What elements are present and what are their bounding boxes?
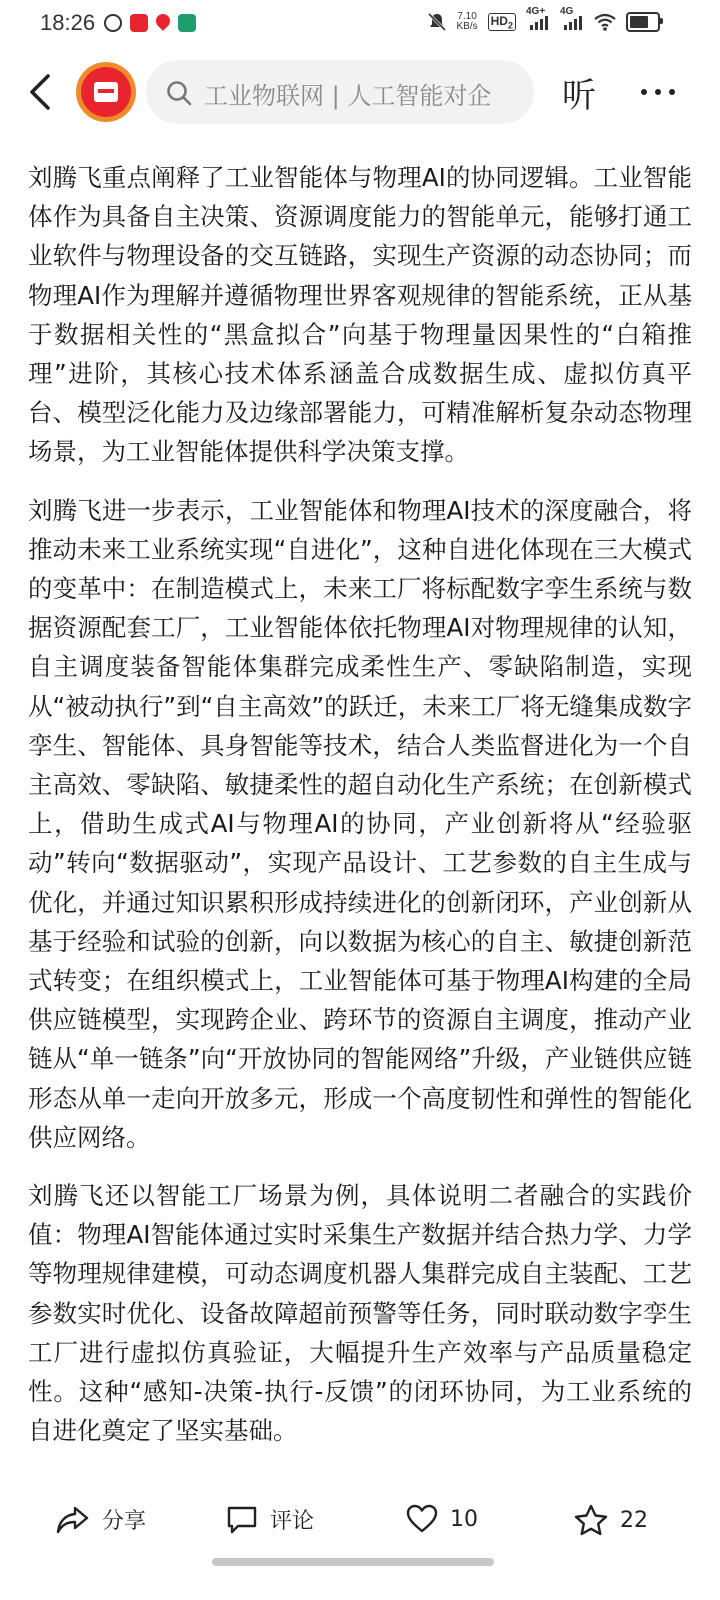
signal-icon-1 bbox=[526, 6, 550, 30]
listen-button[interactable]: 听 bbox=[562, 76, 596, 116]
bottom-action-bar bbox=[0, 1488, 720, 1568]
more-button[interactable] bbox=[638, 78, 678, 106]
more-dots-icon bbox=[638, 78, 678, 106]
signal-2-label: 4G bbox=[560, 6, 574, 17]
status-time: 18:26 bbox=[40, 10, 96, 35]
article-paragraph-3: 刘腾飞还以智能工厂场景为例，具体说明二者融合的实践价值：物理AI智能体通过实时采集生产数据并结合热力学、力学等物理规律建模，可动态调度机器人集群完成自主装配、工艺参数实时优化、设备故障超前预警等任务，同时联动数字孪生工厂进行虚拟仿真验证，大幅提升生产效率与产品质量稳定性。这种“感知-决策-执行-反馈”的闭环协同，为工业系统的自进化奠定了坚实基础。 bbox=[28, 1181, 692, 1446]
search-input[interactable] bbox=[146, 60, 534, 124]
hd-badge bbox=[488, 13, 516, 31]
status-system-icons bbox=[427, 6, 660, 32]
status-bar bbox=[0, 0, 720, 48]
article-header bbox=[0, 56, 720, 128]
status-notification-icons bbox=[104, 14, 196, 32]
toutiao-notification-icon bbox=[130, 14, 148, 32]
article-paragraph-1: 刘腾飞重点阐释了工业智能体与物理AI的协同逻辑。工业智能体作为具备自主决策、资源调度能力的智能单元，能够打通工业软件与物理设备的交互链路，实现生产资源的动态协同；而物理AI作为理解并遵循物理世界客观规律的智能系统，正从基于数据相关性的“黑盒拟合”向基于物理量因果性的“白箱推理”进阶，其核心技术体系涵盖合成数据生成、虚拟仿真平台、模型泛化能力及边缘部署能力，可精准解析复杂动态物理场景，为工业智能体提供科学决策支撑。 bbox=[28, 163, 692, 467]
battery-fill bbox=[630, 16, 648, 28]
battery-icon bbox=[626, 12, 660, 32]
favorite-button[interactable] bbox=[574, 1504, 648, 1536]
signal-1-label: 4G+ bbox=[526, 6, 546, 17]
hd-label: HD bbox=[490, 13, 508, 28]
article-body bbox=[28, 158, 692, 1486]
bank-notification-icon bbox=[178, 14, 196, 32]
publisher-logo-icon bbox=[81, 67, 131, 117]
wifi-icon bbox=[594, 13, 616, 31]
search-text: 工业物联网 | 人工智能对企 bbox=[204, 82, 492, 110]
mute-bell-icon bbox=[427, 12, 447, 32]
article-paragraph-2: 刘腾飞进一步表示，工业智能体和物理AI技术的深度融合，将推动未来工业系统实现“自进化”，这种自进化体现在三大模式的变革中：在制造模式上，未来工厂将标配数字孪生系统与数据资源配套工厂，工业智能体依托物理AI对物理规律的认知，自主调度装备智能体集群完成柔性生产、零缺陷制造，实现从“被动执行”到“自主高效”的跃迁，未来工厂将无缝集成数字孪生、智能体、具身智能等技术，结合人类监督进化为一个自主高效、零缺陷、敏捷柔性的超自动化生产系统；在创新模式上，借助生成式AI与物理AI的协同，产业创新将从“经验驱动”转向“数据驱动”，实现产品设计、工艺参数的自主生成与优化，并通过知识累积形成持续进化的创新闭环，产业创新从基于经验和试验的创新，向以数据为核心的自主、敏捷创新范式转变；在组织模式上，工业智能体可基于物理AI构建的全局供应链模型，实现跨企业、跨环节的资源自主调度，推动产业链从“单一链条”向“开放协同的智能网络”升级，产业链供应链形态从单一走向开放多元，形成一个高度韧性和弹性的智能化供应网络。 bbox=[28, 495, 692, 1152]
net-speed-unit: KB/s bbox=[456, 21, 478, 32]
hd-sub: 2 bbox=[507, 20, 513, 31]
signal-icon-2 bbox=[560, 6, 584, 30]
share-button[interactable] bbox=[56, 1504, 146, 1535]
back-button[interactable] bbox=[22, 70, 62, 114]
heart-icon bbox=[406, 1504, 438, 1534]
star-icon bbox=[574, 1504, 608, 1536]
home-indicator[interactable] bbox=[212, 1558, 494, 1566]
comment-label: 评论 bbox=[270, 1509, 315, 1534]
publisher-avatar[interactable] bbox=[76, 62, 136, 122]
douyin-notification-icon bbox=[104, 14, 122, 32]
chevron-left-icon bbox=[22, 70, 62, 114]
map-pin-notification-icon bbox=[153, 11, 173, 31]
share-label: 分享 bbox=[102, 1509, 147, 1534]
net-speed-value: 7.10 bbox=[457, 11, 477, 22]
network-speed bbox=[457, 12, 478, 32]
like-button[interactable] bbox=[406, 1504, 478, 1534]
share-icon bbox=[56, 1505, 90, 1535]
like-count: 10 bbox=[450, 1506, 478, 1532]
search-icon bbox=[166, 80, 192, 106]
comment-button[interactable] bbox=[226, 1504, 314, 1535]
favorite-count: 22 bbox=[620, 1507, 648, 1533]
comment-icon bbox=[226, 1505, 258, 1535]
